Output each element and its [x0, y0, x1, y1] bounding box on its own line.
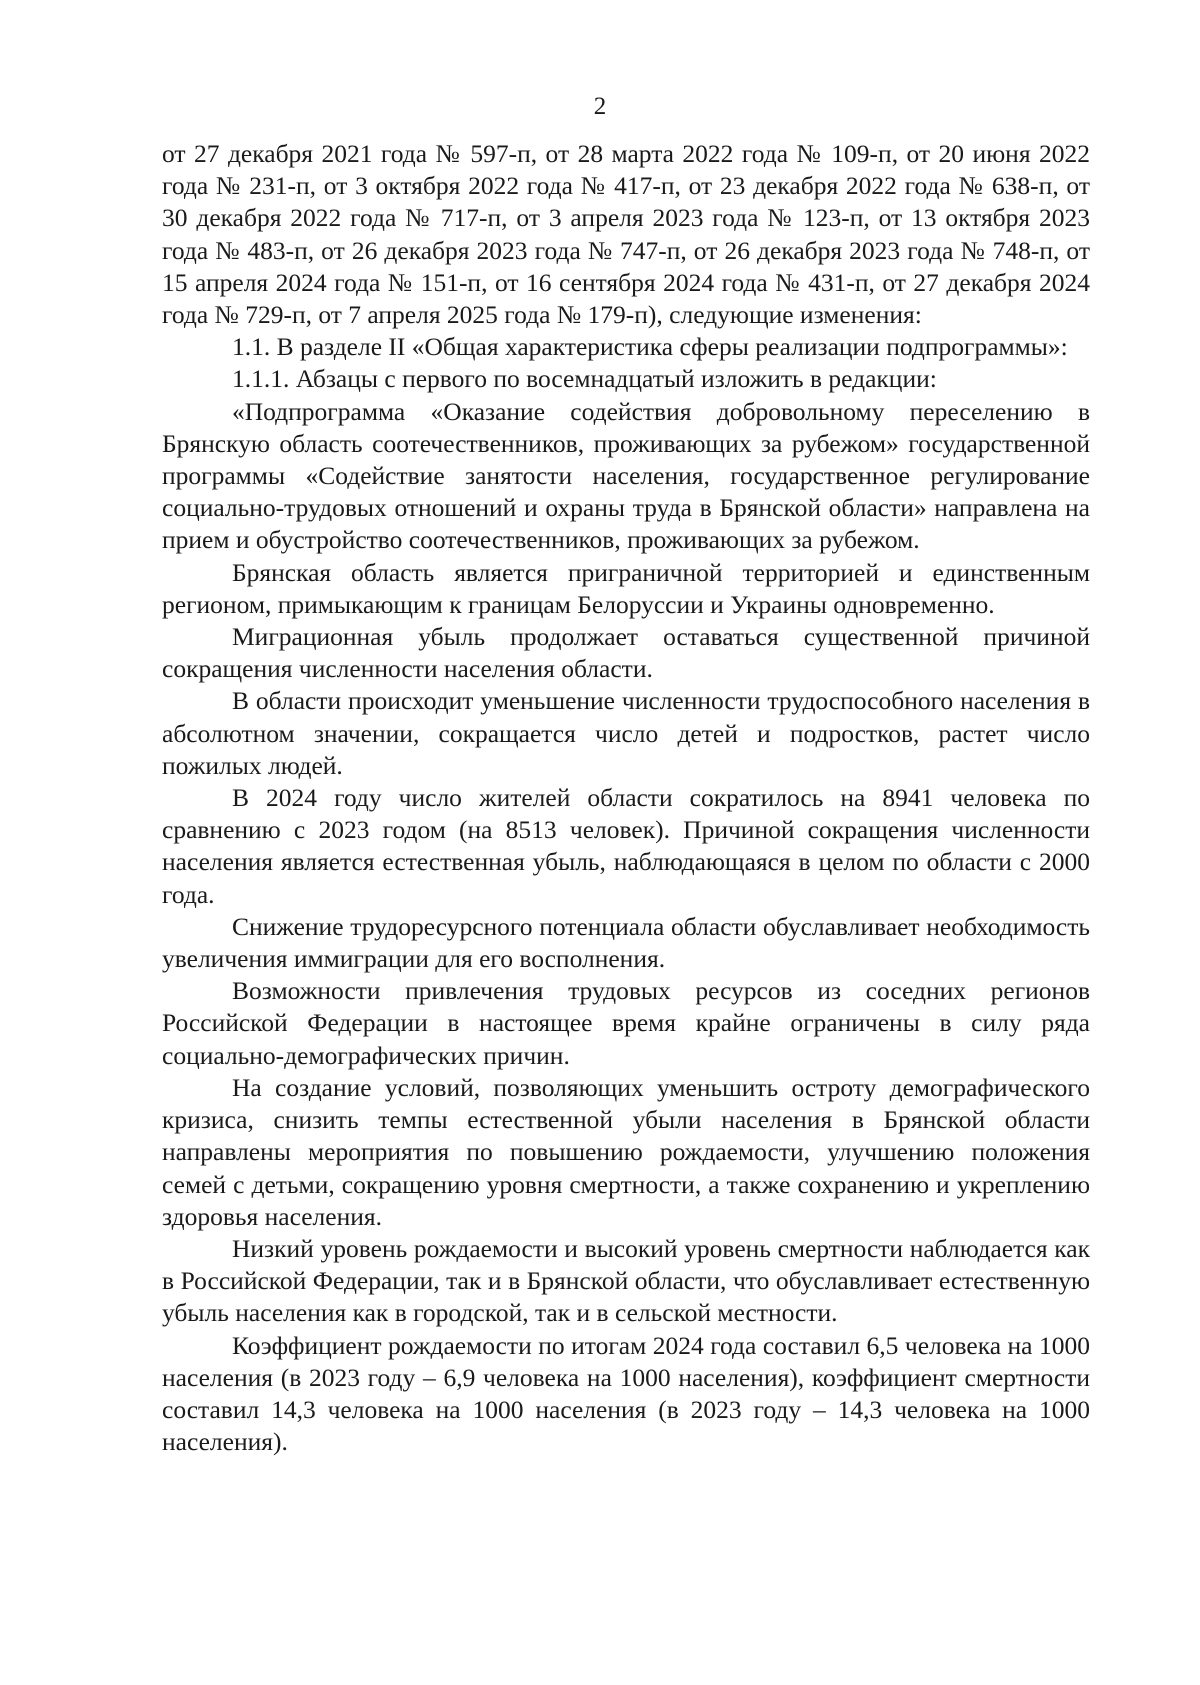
paragraph-population-2024: В 2024 году число жителей области сократилось на 8941 человека по сравнению с 2023 годом (на 8513 человек). Причиной сокращения численности населения является естественная убыль, наблюдающаяся в целом по области с 2000 года. [162, 783, 1090, 909]
document-body [162, 138, 1090, 1458]
paragraph-workforce-decline: В области происходит уменьшение численности трудоспособного населения в абсолютном значении, сокращается число детей и подростков, растет число пожилых людей. [162, 686, 1090, 780]
page-number: 2 [593, 93, 607, 120]
paragraph-border-region: Брянская область является приграничной территорией и единственным регионом, примыкающим к границам Белоруссии и Украины одновременно. [162, 557, 1090, 619]
paragraph-amendment-list: от 27 декабря 2021 года № 597-п, от 28 марта 2022 года № 109-п, от 20 июня 2022 года № 231-п, от 3 октября 2022 года № 417-п, от 23 декабря 2022 года № 638-п, от 30 декабря 2022 года № 717-п, от 3 апреля 2023 года № 123-п, от 13 октября 2023 года № 483-п, от 26 декабря 2023 года № 747-п, от 26 декабря 2023 года № 748-п, от 15 апреля 2024 года № 151-п, от 16 сентября 2024 года № 431-п, от 27 декабря 2024 года № 729-п, от 7 апреля 2025 года № 179-п), следующие изменения: [162, 139, 1090, 330]
paragraph-labor-potential: Снижение трудоресурсного потенциала области обуславливает необходимость увеличения иммиграции для его восполнения. [162, 911, 1090, 974]
paragraph-section-1-1: 1.1. В разделе II «Общая характеристика сферы реализации подпрограммы»: [232, 332, 1068, 362]
paragraph-birth-death-levels: Низкий уровень рождаемости и высокий уровень смертности наблюдается как в Российской Федерации, так и в Брянской области, что обуславливает естественную убыль населения как в городской, так и в сельской местности. [162, 1233, 1090, 1328]
paragraph-migration-loss: Миграционная убыль продолжает оставаться существенной причиной сокращения численности населения области. [162, 622, 1090, 684]
paragraph-birth-death-rates: Коэффициент рождаемости по итогам 2024 года составил 6,5 человека на 1000 населения (в 2023 году – 6,9 человека на 1000 населения), коэффициент смертности составил 14,3 человека на 1000 населения (в 2023 году – 14,3 человека на 1000 населения). [162, 1330, 1090, 1457]
paragraph-neighbor-regions: Возможности привлечения трудовых ресурсов из соседних регионов Российской Федерации в настоящее время крайне ограничены в силу ряда социально-демографических причин. [162, 976, 1090, 1070]
paragraph-demographic-measures: На создание условий, позволяющих уменьшить остроту демографического кризиса, снизить темпы естественной убыли населения в Брянской области направлены мероприятия по повышению рождаемости, улучшению положения семей с детьми, сокращению уровня смертности, а также сохранению и укреплению здоровья населения. [162, 1072, 1090, 1231]
paragraph-section-1-1-1: 1.1.1. Абзацы с первого по восемнадцатый изложить в редакции: [232, 364, 937, 394]
paragraph-subprogram: «Подпрограмма «Оказание содействия добровольному переселению в Брянскую область соотечественников, проживающих за рубежом» государственной программы «Содействие занятости населения, государственное регулирование социально-трудовых отношений и охраны труда в Брянской области» направлена на прием и обустройство соотечественников, проживающих за рубежом. [162, 396, 1090, 555]
